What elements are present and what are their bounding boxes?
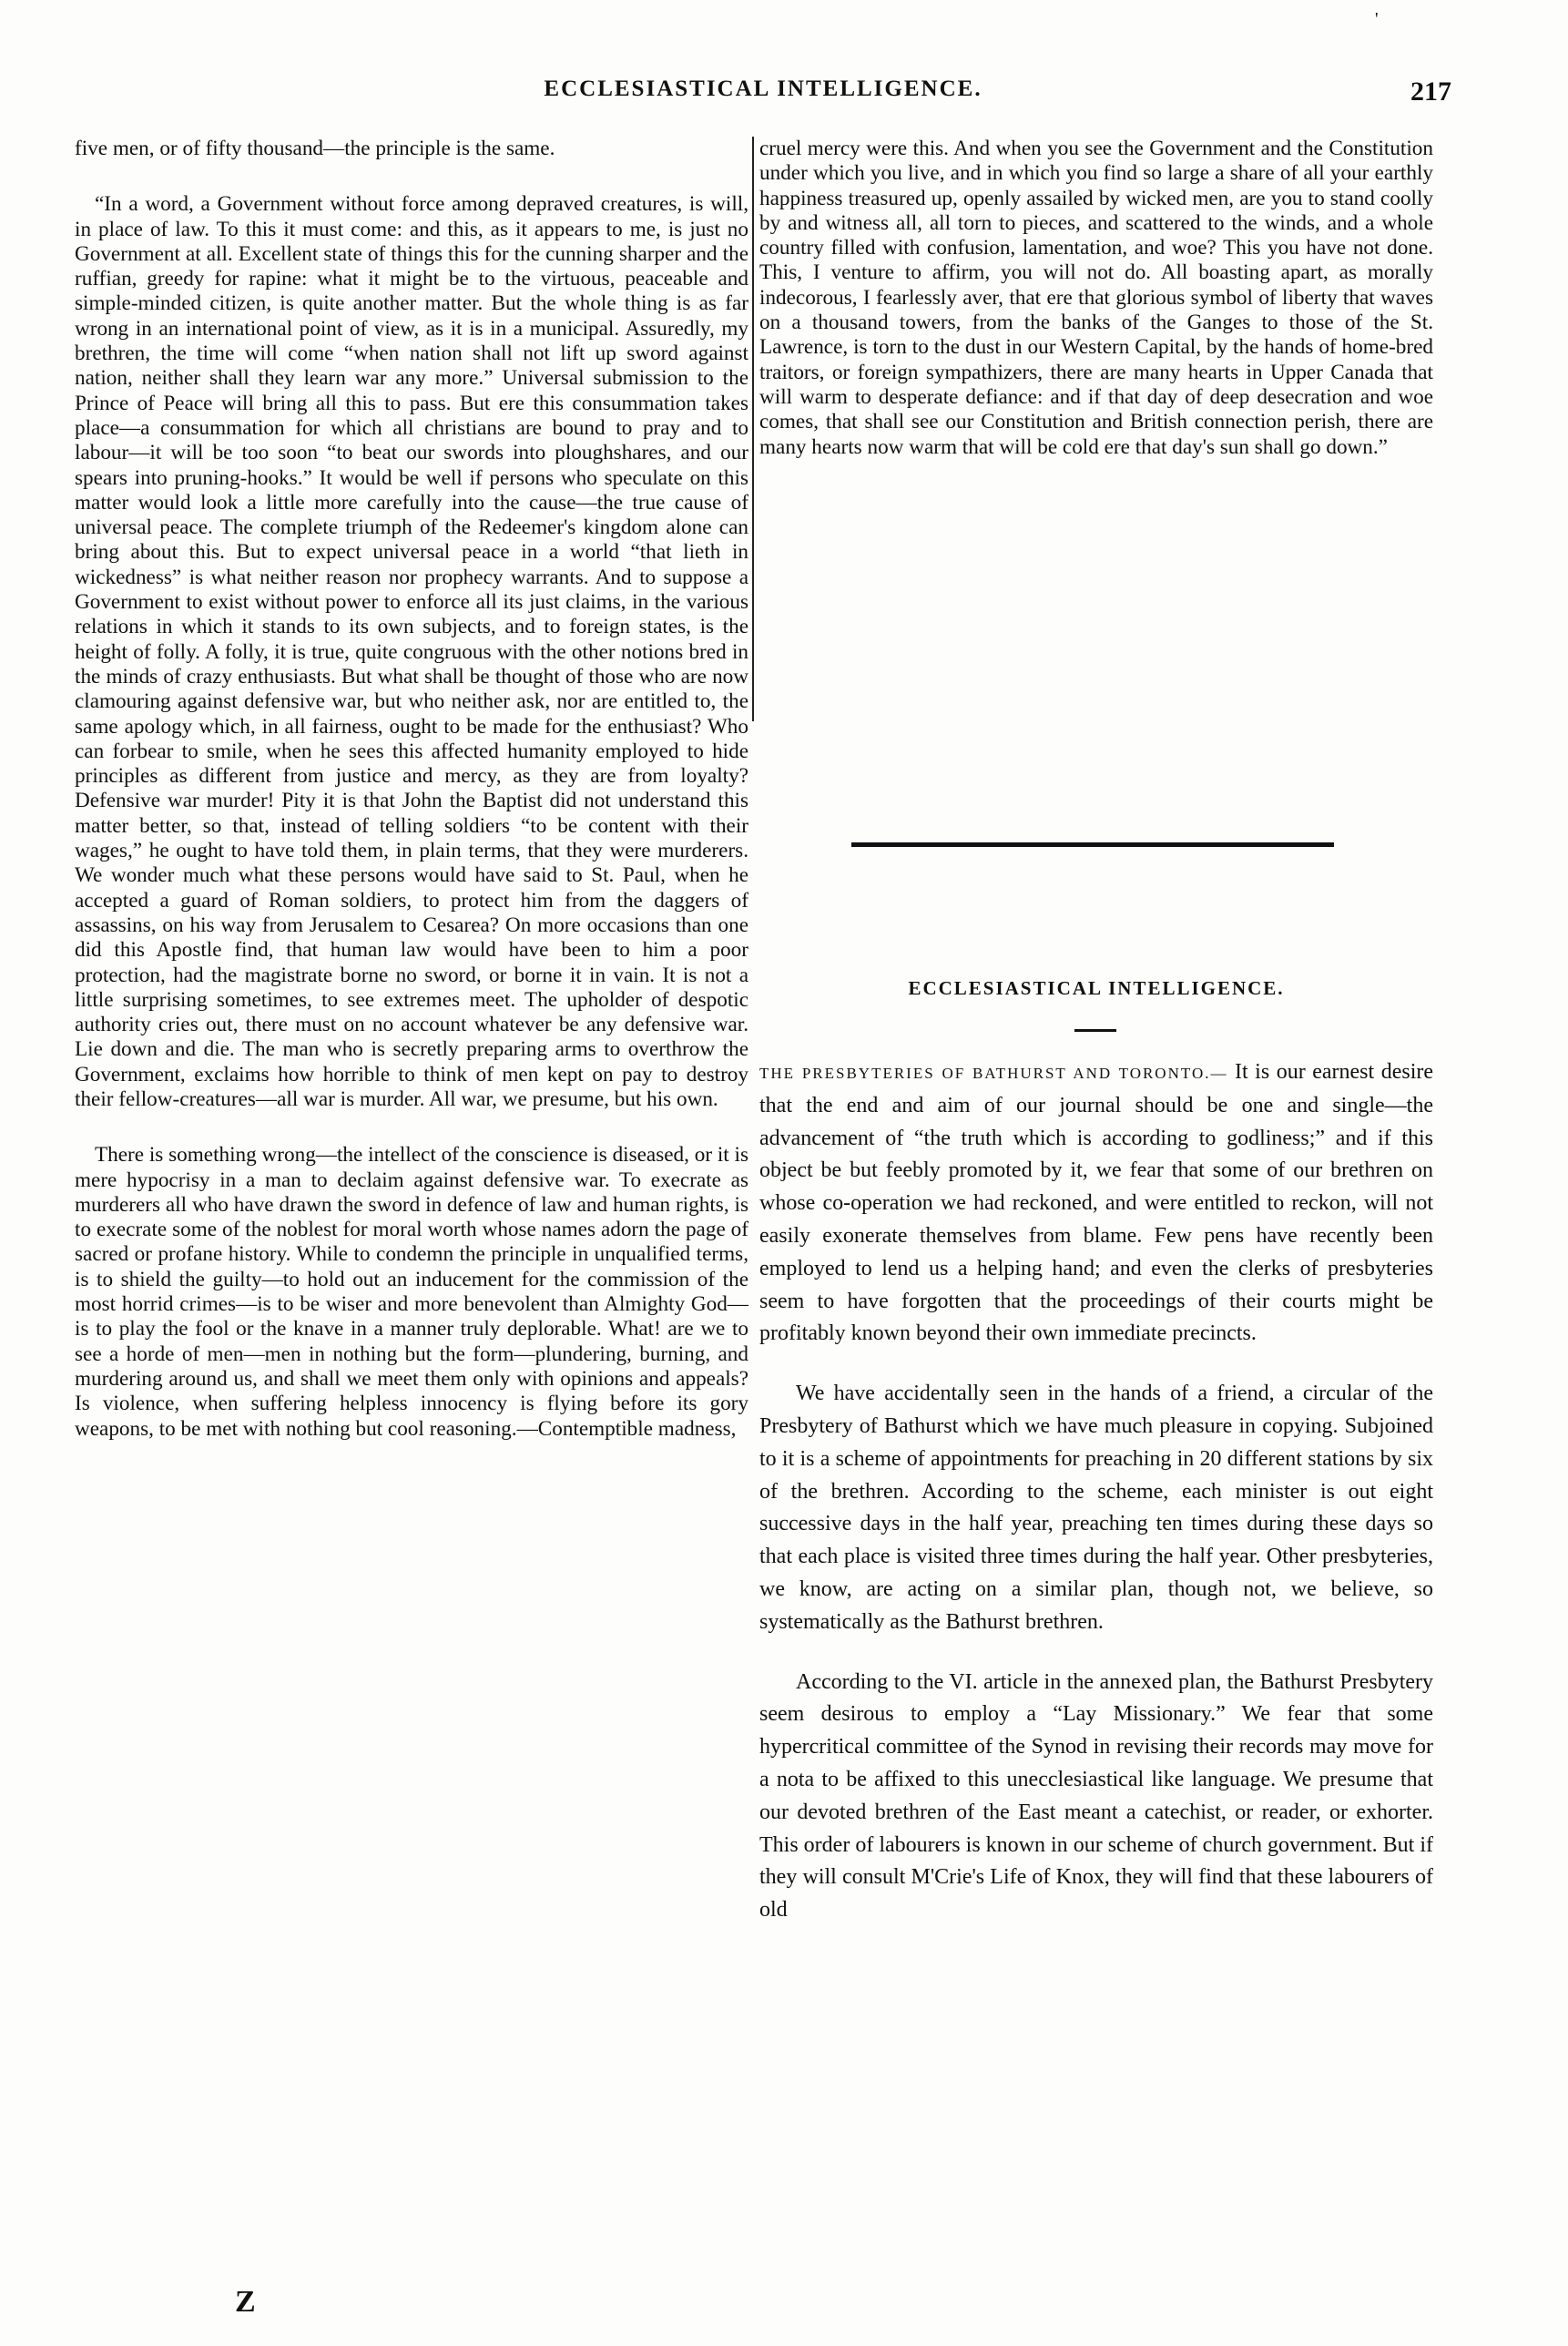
section-rule	[851, 842, 1334, 847]
left-column	[75, 137, 748, 1442]
left-paragraph-2: “In a word, a Government without force among depraved creatures, is will, in place of law. To this it must come: and this, as it appears to me, is just no Government at all. Excellent state of things this for the cunning sharper and the ruffian, greedy for rapine: what it might be to the virtuous, peaceable and simple-minded citizen, is quite another matter. But the whole thing is as far wrong in an international point of view, as it is in a municipal. Assuredly, my brethren, the time will come “when nation shall not lift up sword against nation, neither shall they learn war any more.” Universal submission to the Prince of Peace will bring all this to pass. But ere this consummation takes place—a consummation for which all christians are bound to pray and to labour—it will be too soon “to beat our swords into ploughshares, and our spears into pruning-hooks.” It would be well if persons who speculate on this matter would look a little more carefully into the cause—the true cause of universal peace. The complete triumph of the Redeemer's kingdom alone can bring about this. But to expect universal peace in a world “that lieth in wickedness” is what neither reason nor prophecy warrants. And to suppose a Government to exist without power to enforce all its just claims, in the various relations in which it stands to its own subjects, and to foreign states, is the height of folly. A folly, it is true, quite congruous with the other notions bred in the minds of crazy enthusiasts. But what shall be thought of those who are now clamouring against defensive war, but who neither ask, nor are entitled to, the same apology which, in all fairness, ought to be made for the enthusiast? Who can forbear to smile, when he sees this affected humanity employed to hide principles as different from justice and mercy, as they are from loyalty? Defensive war murder! Pity it is that John the Baptist did not understand this matter better, so that, instead of telling soldiers “to be content with their wages,” he ought to have told them, in plain terms, that they were murderers. We wonder much what these persons would have said to St. Paul, when he accepted a guard of Roman soldiers, to protect him from the daggers of assassins, on his way from Jerusalem to Cesarea? On more occasions than one did this Apostle find, that human law would have been to him a poor protection, had the magistrate borne no sword, or borne it in vain. It is not a little surprising sometimes, to see extremes meet. The upholder of despotic authority cries out, there must on no account whatever be any defensive war. Lie down and die. The man who is secretly preparing arms to overthrow the Government, exclaims how horrible to think of men kept on pay to destroy their fellow-creatures—all war is murder. All war, we presume, but his own.	[75, 192, 748, 1111]
left-paragraph-1: five men, or of fifty thousand—the principle is the same.	[75, 137, 555, 160]
article-head: THE PRESBYTERIES OF BATHURST AND TORONTO.—	[759, 1065, 1228, 1082]
article-presbyteries	[759, 1056, 1433, 1927]
article-paragraph-2: We have accidentally seen in the hands of a friend, a circular of the Presbytery of Bathurst which we have much pleasure in copying. Subjoined to it is a scheme of appointments for preaching in 20 different stations by six of the brethren. According to the scheme, each minister is out eight successive days in the half year, preaching ten times during these days so that each place is visited three times during the half year. Other presbyteries, we know, are acting on a similar plan, though not, we believe, so systematically as the Bathurst brethren.	[759, 1382, 1433, 1634]
running-title: ECCLESIASTICAL INTELLIGENCE.	[544, 76, 983, 101]
right-paragraph-1: cruel mercy were this. And when you see the Government and the Constitution under which you live, and in which you find so large a share of all your earthly happiness treasured up, openly assailed by wicked men, are you to stand coolly by and witness all, all torn to pieces, and scattered to the winds, and a whole country filled with confusion, lamentation, and woe? This you have not done. This, I venture to affirm, you will not do. All boasting apart, as morally indecorous, I fearlessly aver, that ere that glorious symbol of liberty that waves on a thousand towers, from the banks of the Ganges to those of the St. Lawrence, is torn to the dust in our Western Capital, by the hands of home-bred traitors, or foreign sympathizers, there are many hearts in Upper Canada that will warm to desperate defiance: and if that day of deep desecration and woe comes, that shall see our Constitution and British connection perish, there are many hearts now warm that will be cold ere that day's sun shall go down.”	[759, 137, 1433, 459]
page-number: 217	[1410, 76, 1451, 107]
article-paragraph-1	[759, 1056, 1433, 1351]
heading-short-rule	[1074, 1029, 1116, 1032]
section-heading: ECCLESIASTICAL INTELLIGENCE.	[908, 977, 1285, 999]
article-paragraph-3: According to the VI. article in the annexed plan, the Bathurst Presbytery seem desirous to employ a “Lay Missionary.” We fear that some hypercritical committee of the Synod in revising their records may move for a nota to be affixed to this unecclesiastical like language. We presume that our devoted brethren of the East meant a catechist, or reader, or exhorter. This order of labourers is known in our scheme of church government. But if they will consult M'Crie's Life of Knox, they will find that these labourers of old	[759, 1669, 1433, 1923]
left-paragraph-3: There is something wrong—the intellect of the conscience is diseased, or it is mere hypocrisy in a man to declaim against defensive war. To execrate as murderers all who have drawn the sword in defence of law and human rights, is to execrate some of the noblest for moral worth whose names adorn the page of sacred or profane history. While to condemn the principle in unqualified terms, is to shield the guilty—to hold out an inducement for the commission of the most horrid crimes—is to be wiser and more benevolent than Almighty God—is to play the fool or the knave in a manner truly deplorable. What! are we to see a horde of men—men in nothing but the form—plundering, burning, and murdering around us, and shall we meet them only with opinions and appeals? Is violence, when suffering helpless innocency is flying before its gory weapons, to be met with nothing but cool reasoning.—Contemptible madness,	[75, 1143, 748, 1441]
top-mark: '	[1375, 9, 1379, 29]
running-head	[75, 76, 1451, 113]
article-paragraph-1-text: It is our earnest desire that the end and aim of our journal should be one and single—the advancement of “the truth which is according to godliness;” and if this object be but feebly promoted by it, we fear that some of our brethren on whose co-operation we had reckoned, and were entitled to reckon, will not easily exonerate themselves from blame. Few pens have recently been employed to lend us a helping hand; and even the clerks of presbyteries seem to have forgotten that the proceedings of their courts might be profitably known beyond their own immediate precincts.	[759, 1060, 1434, 1346]
right-column	[759, 137, 1433, 460]
signature-mark: Z	[235, 2285, 256, 2319]
column-divider	[752, 137, 754, 721]
